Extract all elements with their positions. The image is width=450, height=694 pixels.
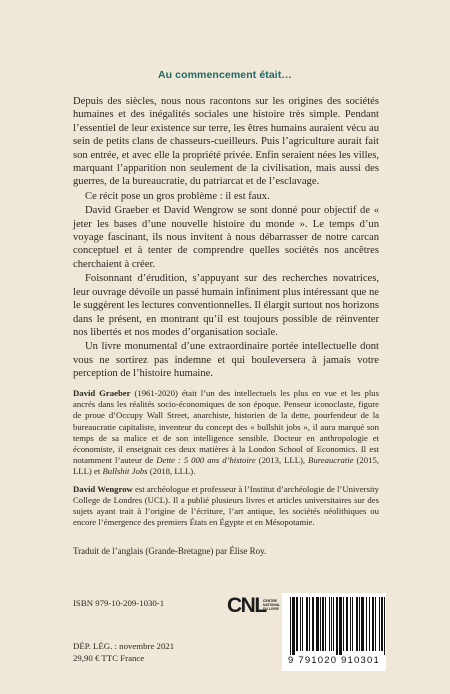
barcode-bar xyxy=(369,597,370,651)
author-name: David Wengrow xyxy=(73,483,133,494)
price: 29,90 € TTC France xyxy=(73,653,145,663)
blurb-paragraph: Un livre monumental d’une extraordinaire portée intellectuelle dont vous ne sortirez pas indemne et qui bouleversera à jamais votre perception de l’histoire humaine. xyxy=(73,341,379,380)
translator-credit: Traduit de l’anglais (Grande-Bretagne) par Élise Roy. xyxy=(73,546,267,556)
cnl-logo-mark: CNL xyxy=(227,594,266,617)
barcode-bar xyxy=(372,597,374,651)
barcode-bars xyxy=(282,593,386,655)
barcode-bar xyxy=(350,597,351,651)
author-bios xyxy=(73,388,379,534)
barcode-bar xyxy=(331,597,332,651)
barcode-bar xyxy=(312,597,314,651)
barcode-bar xyxy=(361,597,364,651)
book-title: Dette : 5 000 ans d’histoire xyxy=(156,455,256,466)
barcode-bar xyxy=(352,597,353,651)
barcode-bar xyxy=(322,597,324,651)
cnl-logo-subtitle: CENTRE NATIONAL DU LIVRE xyxy=(263,599,281,611)
barcode-bar xyxy=(290,597,291,655)
barcode-bar xyxy=(339,597,342,655)
author-name: David Graeber xyxy=(73,388,131,398)
barcode-bar xyxy=(292,597,295,655)
blurb-paragraph: Depuis des siècles, nous nous racontons sur les origines des sociétés humaines et des inégalités sociales une histoire très simple. Pendant l’essentiel de leur existence sur terre, les êtres humains auraient vécu au sein de petits clans de chasseurs-cueilleurs. Puis l’agriculture aurait fait son entrée, et avec elle la propriété privée. Enfin seraient nées les villes, marquant l’apparition non seulement de la civilisation, mais aussi des guerres, de la bureaucratie, du patriarcat et de l’esclavage. xyxy=(73,96,379,188)
bio-text: est archéologue et professeur à l’Institut d’archéologie de l’University College de Londres (UCL). Il a publié plusieurs livres et articles universitaires sur des sujets ayant trait à l’origine de l’écriture, l’art antique, les sociétés néolithiques ou encore l’émergence des premiers États en Égypte et en Mésopotamie. xyxy=(73,483,379,528)
barcode-bar xyxy=(300,597,301,651)
bio-wengrow xyxy=(73,484,379,529)
barcode-bar xyxy=(366,597,367,651)
bio-text: (1961-2020) était l’un des intellectuels les plus en vue et les plus ancrés dans les réalités socio-économiques de son époque. Penseur iconoclaste, figure de proue d’Occupy Wall Street, anarchiste, historien de la dette, pourfendeur de la bureaucratie capitaliste, inventeur du concept des « bullshit jobs », il aura marqué son temps de sa malice et de son intelligence sensible. Docteur en anthropologie et économiste, il enseignait ces deux matières à la London School of Economics. Il est notamment l’auteur de xyxy=(73,388,379,466)
book-title: Bullshit Jobs xyxy=(102,466,148,477)
barcode-bar xyxy=(359,597,360,651)
isbn: ISBN 979-10-209-1030-1 xyxy=(73,598,165,608)
barcode xyxy=(282,593,386,671)
bio-text: (2013, LLL), xyxy=(255,455,309,466)
bio-graeber xyxy=(73,388,379,478)
barcode-bar xyxy=(329,597,330,651)
blurb-paragraph: David Graeber et David Wengrow se sont donné pour objectif de « jeter les bases d’une nouvelle histoire du monde ». Le temps d’un voyage fascinant, ils nous invitent à nous débarrasser de notre carcan conceptuel et à tenter de comprendre quelles sociétés nos ancêtres cherchaient à créer. xyxy=(73,205,379,270)
cnl-logo xyxy=(227,594,281,624)
bio-text: (2015, LLL) et xyxy=(73,455,379,477)
barcode-bar xyxy=(296,597,298,651)
barcode-bar xyxy=(346,597,348,651)
book-title: Bureaucratie xyxy=(308,455,354,466)
barcode-bar xyxy=(336,597,338,655)
barcode-bar xyxy=(356,597,358,651)
barcode-bar xyxy=(320,597,321,651)
barcode-bar xyxy=(325,597,326,651)
barcode-bar xyxy=(343,597,344,651)
blurb xyxy=(73,95,379,382)
barcode-bar xyxy=(381,597,383,651)
barcode-bar xyxy=(379,597,380,651)
barcode-bar xyxy=(316,597,319,651)
blurb-paragraph: Foisonnant d’érudition, s’appuyant sur des recherches novatrices, leur ouvrage dévoile un passé humain infiniment plus intéressant que ne le suggèrent les lectures conventionnelles. Il élargit surtout nos horizons dans le présent, en montrant qu’il est toujours possible de réinventer nos libertés et nos modes d’organisation sociale. xyxy=(73,273,379,338)
barcode-bar xyxy=(309,597,310,651)
blurb-title: Au commencement était… xyxy=(157,69,293,81)
barcode-bar xyxy=(302,597,303,651)
bio-text: (2018, LLL). xyxy=(147,466,196,477)
barcode-bar xyxy=(384,597,385,655)
barcode-digits: 9 791020 910301 xyxy=(288,655,380,666)
blurb-paragraph: Ce récit pose un gros problème : il est faux. xyxy=(85,190,270,202)
depot-legal: DÉP. LÉG. : novembre 2021 xyxy=(73,641,175,651)
barcode-bar xyxy=(375,597,376,651)
barcode-bar xyxy=(306,597,308,651)
barcode-bar xyxy=(333,597,334,651)
